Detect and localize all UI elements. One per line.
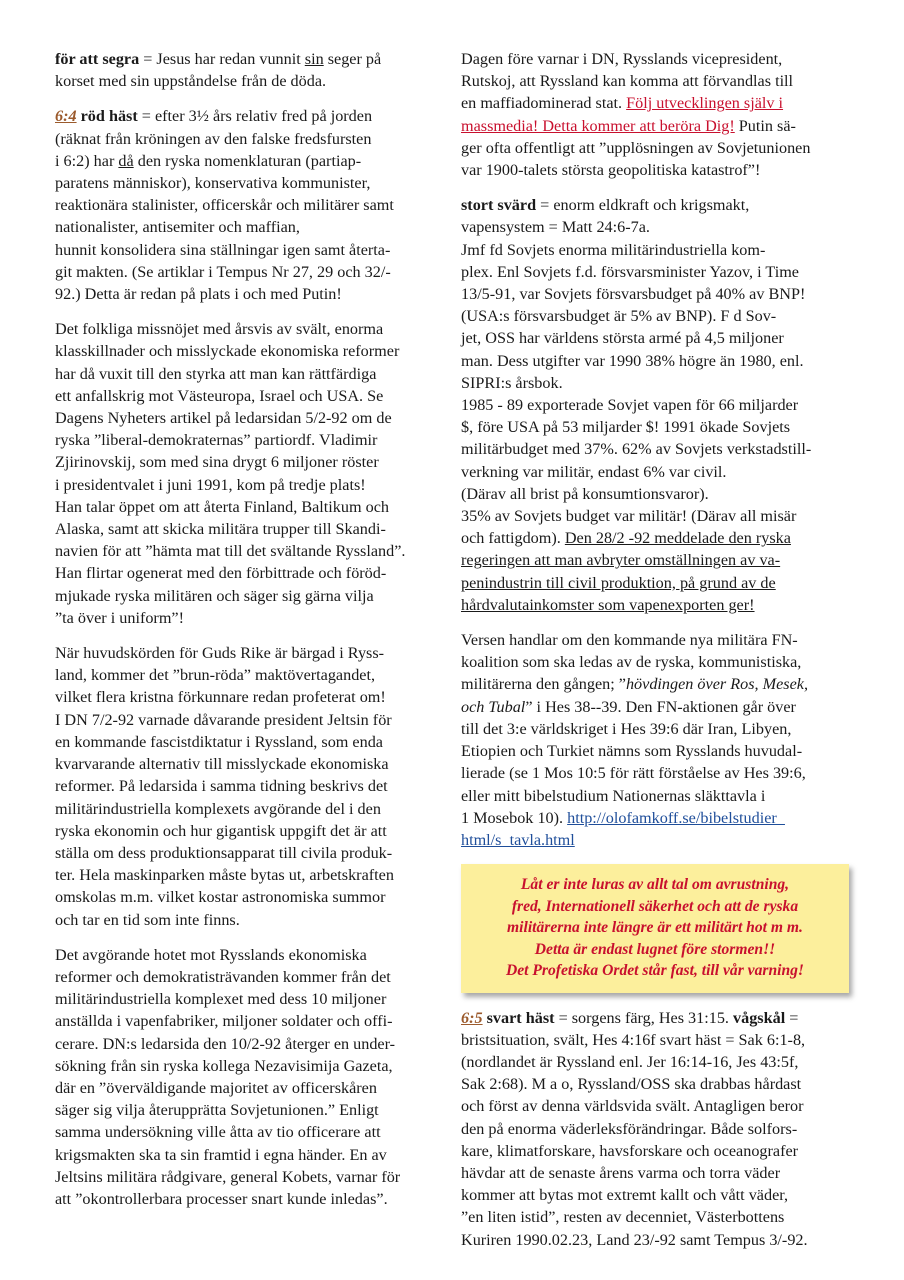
callout-line: militärerna inte längre är ett militärt hot m m.: [507, 919, 803, 937]
text-line: [461, 673, 853, 695]
text-run: omskolas m.m. vilket kostar astronomiska summor: [55, 888, 386, 907]
text-run: där en ”överväldigande majoritet av officerskåren: [55, 1078, 377, 1097]
text-line: [55, 988, 443, 1010]
text-line: [461, 762, 853, 784]
text-line: [55, 775, 443, 797]
text-line: [461, 1140, 853, 1162]
text-line: [461, 1229, 853, 1251]
right-column: [461, 48, 853, 1264]
text-line: [461, 350, 853, 372]
text-run: den ryska nomenklaturan (partiap-: [133, 151, 362, 170]
text-line: [461, 394, 853, 416]
text-run: hårdvalutainkomster som vapenexporten ger!: [461, 595, 755, 614]
text-line: [461, 1162, 853, 1184]
paragraph: [461, 629, 853, 851]
text-run: korset med sin uppståndelse från de döda.: [55, 72, 327, 91]
text-run: (USA:s försvarsbudget är 5% av BNP). F d Sov-: [461, 307, 777, 326]
text-line: [55, 709, 443, 731]
verse-reference: 6:5: [461, 1008, 483, 1027]
text-line: [461, 115, 853, 137]
text-run: paratens människor), konservativa kommunister,: [55, 174, 371, 193]
text-line: [55, 540, 443, 562]
paragraph-red-horse: [55, 105, 443, 305]
warning-callout-box: [461, 864, 849, 993]
text-run: ryska ”liberal-demokraternas” partiordf. Vladimir: [55, 431, 378, 450]
text-line: [55, 731, 443, 753]
text-run: sin: [304, 50, 324, 68]
callout-line: fred, Internationell säkerhet och att de ryska: [511, 897, 799, 915]
text-line: [461, 527, 853, 549]
text-run: seger på: [323, 50, 382, 68]
text-line: [461, 70, 853, 92]
callout-line: Det Profetiska Ordet står fast, till vår varning!: [505, 962, 805, 980]
text-run: militärindustriella komplexet med dess 10 miljoner: [55, 990, 387, 1009]
text-line: [461, 483, 853, 505]
text-run: och först av denna världsvida svält. Antagligen beror: [461, 1097, 804, 1116]
text-line: [55, 496, 443, 518]
text-line: [55, 105, 443, 127]
text-run: Dagens Nyheters artikel på ledarsidan 5/2-92 om de: [55, 409, 392, 428]
term-bold: svart häst: [486, 1008, 555, 1027]
text-line: [461, 216, 853, 238]
text-run: bristsituation, svält, Hes 4:16f svart häst = Sak 6:1-8,: [461, 1030, 806, 1049]
text-line: [461, 829, 853, 851]
text-line: [55, 283, 443, 305]
text-line: [55, 966, 443, 988]
text-run: kommer att bytas mot extremt kallt och vått väder,: [461, 1186, 789, 1205]
text-run: lierade (se 1 Mos 10:5 för rätt förståelse av Hes 39:6,: [461, 764, 806, 783]
text-line: [55, 607, 443, 629]
verse-reference: 6:4: [55, 107, 77, 126]
text-run: Den 28/2 -92 meddelade den ryska: [564, 529, 791, 548]
text-run: Putin sä-: [734, 116, 796, 135]
text-run: 92.) Detta är redan på plats i och med Putin!: [55, 285, 342, 304]
text-line: [461, 1051, 853, 1073]
text-line: [55, 318, 443, 340]
text-line: [461, 594, 853, 616]
text-line: [461, 1029, 853, 1051]
text-run: hävdar att de senaste årens varma och torra väder: [461, 1164, 781, 1183]
text-line: [461, 651, 853, 673]
paragraph: [461, 48, 853, 181]
text-run: =: [785, 1008, 799, 1027]
text-line: [461, 283, 853, 305]
text-line: [55, 150, 443, 172]
paragraph: [55, 944, 443, 1210]
text-line: [55, 864, 443, 886]
text-line: [55, 429, 443, 451]
text-run: Det avgörande hotet mot Rysslands ekonomiska: [55, 945, 367, 964]
text-run: ställa om dess produktionsapparat till civila produk-: [55, 843, 393, 862]
text-run: 1 Mosebok 10).: [461, 808, 568, 827]
text-run: land, kommer det ”brun-röda” maktövertagandet,: [55, 666, 376, 685]
text-line: [55, 128, 443, 150]
text-line: [461, 807, 853, 829]
text-run: den på enorma väderleksförändringar. Både solfors-: [461, 1119, 798, 1138]
text-line: [461, 194, 853, 216]
text-line: [55, 798, 443, 820]
text-run: hövdingen över Ros, Mesek,: [625, 675, 808, 694]
text-line: [461, 137, 853, 159]
text-run: reformer och demokratisträvanden kommer från det: [55, 967, 391, 986]
text-run: hunnit konsolidera sina ställningar igen samt återta-: [55, 240, 391, 259]
text-run: ger ofta offentligt att ”upplösningen av Sovjetunionen: [461, 138, 811, 157]
callout-line: Låt er inte luras av allt tal om avrustning,: [520, 876, 790, 894]
text-line: [55, 172, 443, 194]
text-line: [55, 886, 443, 908]
text-line: [461, 461, 853, 483]
text-run: krigsmakten ska ta sin framtid i egna händer. En av: [55, 1145, 387, 1164]
text-run: kare, klimatforskare, havsforskare och oceanografer: [461, 1141, 799, 1160]
text-run: Han talar öppet om att återta Finland, Baltikum och: [55, 497, 390, 516]
text-run: mjukade ryska militären och säger sig gärna vilja: [55, 586, 374, 605]
text-line: [461, 327, 853, 349]
text-line: [55, 1077, 443, 1099]
text-line: [55, 70, 443, 92]
term-bold: röd häst: [80, 107, 138, 126]
text-run: reformer. På ledarsida i samma tidning beskrivs det: [55, 777, 388, 796]
text-line: [55, 194, 443, 216]
text-line: [461, 1073, 853, 1095]
paragraph: [55, 318, 443, 629]
text-line: [55, 1188, 443, 1210]
text-line: [55, 642, 443, 664]
text-run: 35% av Sovjets budget var militär! (Därav all misär: [461, 507, 797, 526]
text-line: [55, 474, 443, 496]
text-run: Dagen före varnar i DN, Rysslands vicepresident,: [461, 50, 783, 68]
text-run: militärerna den gången; ”: [461, 675, 626, 694]
text-line: [55, 753, 443, 775]
text-run: säger sig vilja återupprätta Sovjetunionen.” Enligt: [55, 1101, 379, 1120]
text-run: verkning var militär, endast 6% var civil.: [461, 462, 727, 481]
text-line: [461, 416, 853, 438]
text-line: [461, 629, 853, 651]
text-run: ”ta över i uniform”!: [55, 608, 184, 627]
text-run: = sorgens färg, Hes 31:15.: [554, 1008, 734, 1027]
text-run: navien för att ”hämta mat till det svältande Ryssland”.: [55, 542, 406, 561]
text-run: Alaska, samt att skicka militära trupper till Skandi-: [55, 520, 386, 539]
text-line: [55, 407, 443, 429]
text-line: [461, 740, 853, 762]
text-run: (nordlandet är Ryssland enl. Jer 16:14-16, Jes 43:5f,: [461, 1053, 799, 1072]
text-run: kvarvarande alternativ till misslyckade ekonomiska: [55, 755, 389, 774]
text-run: man. Dess utgifter var 1990 38% högre än 1980, enl.: [461, 351, 804, 370]
text-run: anställda i vapenfabriker, miljoner soldater och offi-: [55, 1012, 393, 1031]
text-run: Han flirtar ogenerat med den förbittrade och föröd-: [55, 564, 387, 583]
text-line: [461, 159, 853, 181]
text-line: [461, 48, 853, 70]
text-run: vapensystem = Matt 24:6-7a.: [461, 218, 650, 237]
text-line: [461, 1118, 853, 1140]
text-run: 13/5-91, var Sovjets försvarsbudget på 40% av BNP!: [461, 285, 806, 304]
text-run: (räknat från kröningen av den falske fredsfursten: [55, 129, 372, 148]
text-line: [55, 1166, 443, 1188]
text-line: [55, 261, 443, 283]
text-line: [461, 505, 853, 527]
text-run: massmedia! Detta kommer att beröra Dig!: [461, 116, 735, 135]
text-run: Sak 2:68). M a o, Ryssland/OSS ska drabbas hårdast: [461, 1075, 802, 1094]
text-line: [461, 718, 853, 740]
text-run: Kuriren 1990.02.23, Land 23/-92 samt Tempus 3/-92.: [461, 1230, 808, 1249]
text-run: har då vuxit till den styrka att man kan rättfärdiga: [55, 364, 377, 383]
text-run: militärbudget med 37%. 62% av Sovjets verkstadstill-: [461, 440, 812, 459]
text-line: [461, 1206, 853, 1228]
text-line: [55, 385, 443, 407]
text-run: en maffiadominerad stat.: [461, 94, 627, 113]
text-line: [461, 549, 853, 571]
text-run: ” i Hes 38--39. Den FN-aktionen går över: [525, 697, 796, 716]
text-line: [55, 820, 443, 842]
text-line: [461, 785, 853, 807]
text-run: = enorm eldkraft och krigsmakt,: [536, 196, 750, 215]
text-line: [55, 239, 443, 261]
text-run: i 6:2) har: [55, 151, 119, 170]
text-run: $, före USA på 53 miljarder $! 1991 ökade Sovjets: [461, 418, 791, 437]
text-run: nationalister, antisemiter och maffian,: [55, 218, 300, 237]
text-run: samma undersökning ville åtta av tio officerare att: [55, 1123, 381, 1142]
text-run: till det 3:e världskriget i Hes 39:6 där Iran, Libyen,: [461, 719, 792, 738]
text-run: ett anfallskrig mot Västeuropa, Israel och USA. Se: [55, 386, 384, 405]
text-run: Jmf fd Sovjets enorma militärindustriella kom-: [461, 240, 766, 259]
text-run: reaktionära stalinister, officerskår och militärer samt: [55, 196, 394, 215]
paragraph: [55, 642, 443, 931]
text-line: [461, 438, 853, 460]
text-line: [461, 1007, 853, 1029]
text-line: [55, 664, 443, 686]
text-line: [55, 451, 443, 473]
paragraph: [55, 48, 443, 92]
text-run: = efter 3½ års relativ fred på jorden: [137, 107, 373, 126]
text-line: [55, 909, 443, 931]
bible-study-link[interactable]: http://olofamkoff.se/bibelstudier_: [567, 808, 785, 827]
text-run: git makten. (Se artiklar i Tempus Nr 27, 29 och 32/-: [55, 262, 391, 281]
text-line: [55, 1121, 443, 1143]
text-run: att ”okontrollerbara processer snart kunde inledas”.: [55, 1189, 388, 1208]
text-line: [461, 572, 853, 594]
text-line: [55, 1010, 443, 1032]
text-run: Etiopien och Turkiet nämns som Rysslands huvudal-: [461, 742, 803, 761]
text-run: Zjirinovskij, som med sina drygt 6 miljoner röster: [55, 453, 379, 472]
text-run: jet, OSS har världens största armé på 4,5 miljoner: [461, 329, 784, 348]
text-line: [55, 340, 443, 362]
term-bold: stort svärd: [461, 196, 537, 215]
text-line: [461, 372, 853, 394]
text-run: militärindustriella komplexets avgörande del i den: [55, 799, 381, 818]
left-column: [55, 48, 443, 1223]
text-line: [55, 585, 443, 607]
text-line: [461, 696, 853, 718]
text-run: och Tubal: [461, 697, 526, 716]
text-line: [461, 261, 853, 283]
text-line: [461, 92, 853, 114]
text-line: [461, 239, 853, 261]
text-line: [55, 1055, 443, 1077]
text-run: ter. Hela maskinparken måste bytas ut, arbetskraften: [55, 866, 394, 885]
text-line: [55, 686, 443, 708]
text-run: plex. Enl Sovjets f.d. försvarsminister Yazov, i Time: [461, 262, 799, 281]
text-line: [461, 1184, 853, 1206]
text-run: Versen handlar om den kommande nya militära FN-: [461, 631, 798, 650]
text-run: cerare. DN:s ledarsida den 10/2-92 återger en under-: [55, 1034, 396, 1053]
text-line: [55, 216, 443, 238]
text-run: 1985 - 89 exporterade Sovjet vapen för 66 miljarder: [461, 396, 799, 415]
text-line: [55, 1144, 443, 1166]
text-run: vilket flera kristna förkunnare redan profeterat om!: [55, 688, 386, 707]
text-line: [55, 944, 443, 966]
text-run: = Jesus har redan vunnit: [139, 50, 305, 68]
text-line: [55, 48, 443, 70]
text-line: [55, 363, 443, 385]
paragraph-black-horse: [461, 1007, 853, 1251]
text-line: [55, 1033, 443, 1055]
text-run: sökning från sin ryska kollega Nezavisimija Gazeta,: [55, 1056, 393, 1075]
text-run: Rutskoj, att Ryssland kan komma att förvandlas till: [461, 72, 794, 91]
text-run: klasskillnader och misslyckade ekonomiska reformer: [55, 342, 400, 361]
text-run: då: [118, 151, 134, 170]
text-run: I DN 7/2-92 varnade dåvarande president Jeltsin för: [55, 710, 392, 729]
text-run: ryska ekonomin och hur gigantisk uppgift det är att: [55, 821, 387, 840]
text-run: i presidentvalet i juni 1991, kom på tredje plats!: [55, 475, 366, 494]
text-run: Jeltsins militära rådgivare, general Kobets, varnar för: [55, 1167, 401, 1186]
text-run: regeringen att man avbryter omställningen av va-: [461, 551, 781, 570]
term-bold: vågskål: [733, 1008, 786, 1027]
text-run: (Därav all brist på konsumtionsvaror).: [461, 484, 709, 503]
text-run: Följ utvecklingen själv i: [626, 94, 784, 113]
paragraph-great-sword: [461, 194, 853, 616]
text-run: och tar en tid som inte finns.: [55, 910, 240, 929]
text-run: ”en liten istid”, resten av decenniet, Västerbottens: [461, 1208, 785, 1227]
text-run: och fattigdom).: [461, 529, 565, 548]
text-run: SIPRI:s årsbok.: [461, 373, 563, 392]
text-run: Det folkliga missnöjet med årsvis av svält, enorma: [55, 320, 384, 339]
text-run: penindustrin till civil produktion, på grund av de: [461, 573, 776, 592]
text-line: [461, 1095, 853, 1117]
text-line: [55, 1099, 443, 1121]
text-line: [461, 305, 853, 327]
callout-line: Detta är endast lugnet före stormen!!: [534, 940, 776, 958]
text-line: [55, 562, 443, 584]
text-run: När huvudskörden för Guds Rike är bärgad i Ryss-: [55, 644, 385, 663]
bible-study-link[interactable]: html/s_tavla.html: [461, 830, 575, 849]
term-bold: för att segra: [55, 50, 140, 68]
text-line: [55, 842, 443, 864]
text-run: koalition som ska ledas av de ryska, kommunistiska,: [461, 653, 802, 672]
text-run: en kommande fascistdiktatur i Ryssland, som enda: [55, 732, 383, 751]
text-line: [55, 518, 443, 540]
text-run: var 1900-talets största geopolitiska katastrof”!: [461, 161, 761, 180]
text-run: eller mitt bibelstudium Nationernas släkttavla i: [461, 786, 766, 805]
